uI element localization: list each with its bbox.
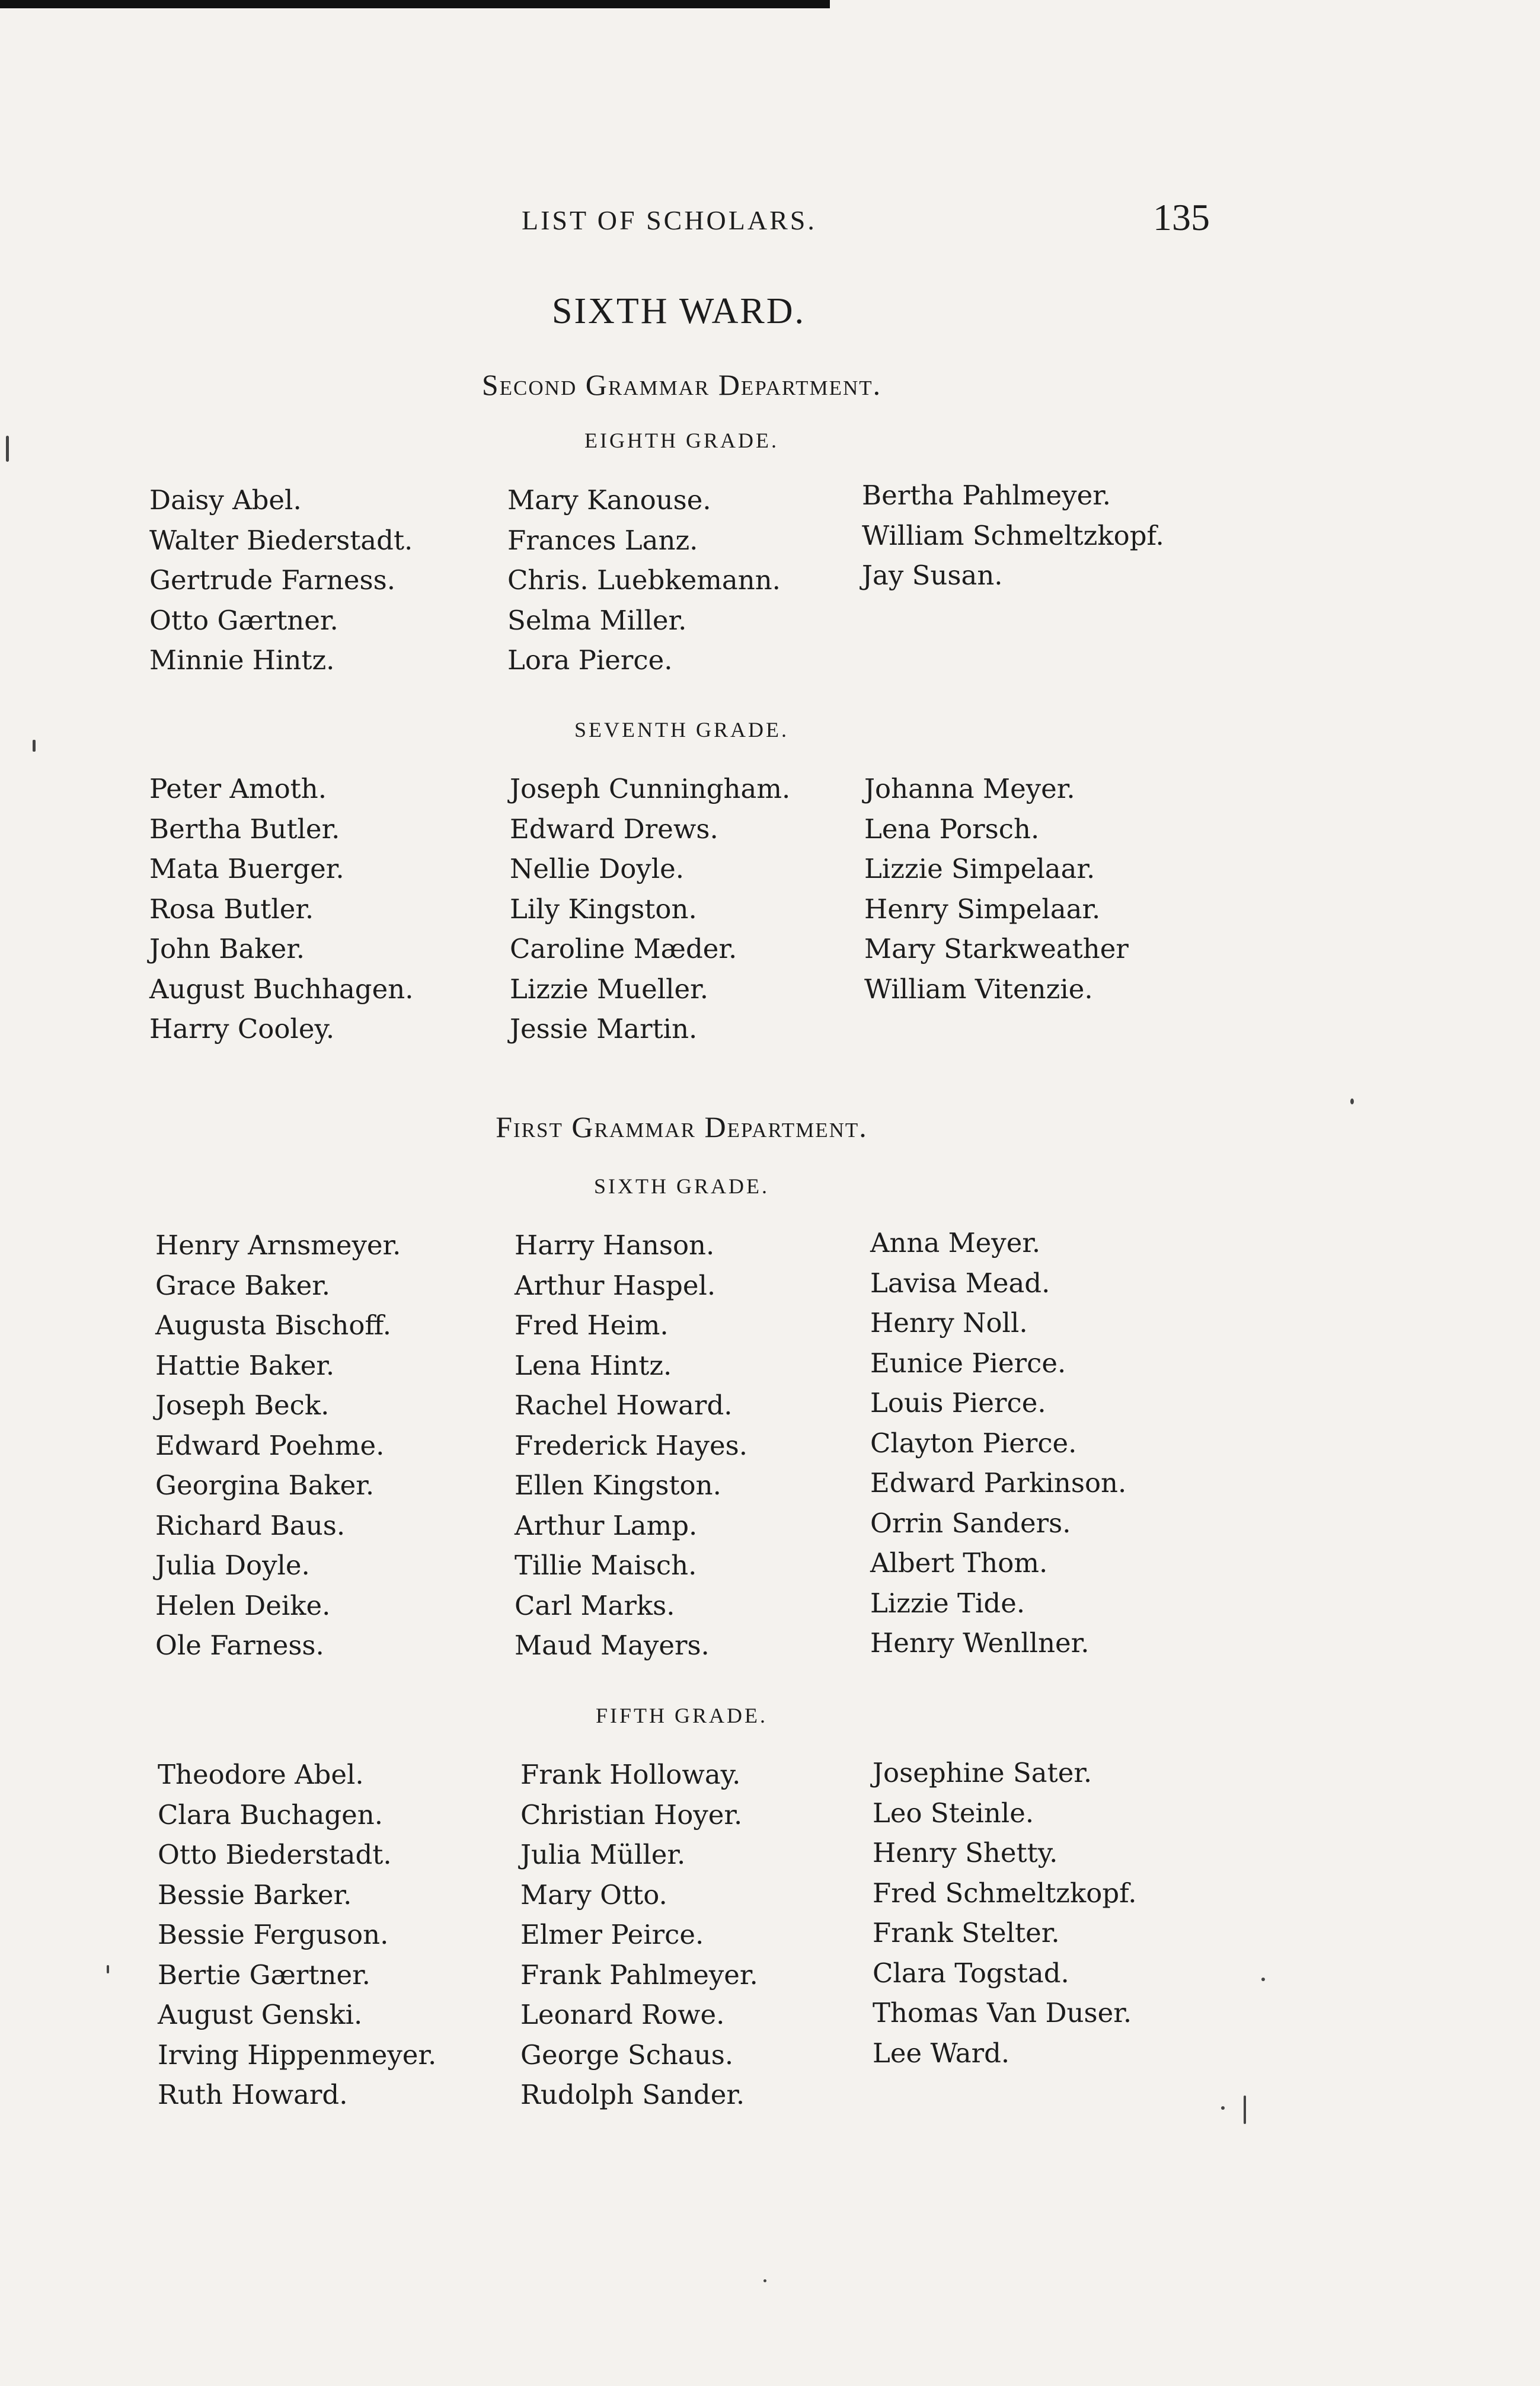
scholar-name: Henry Wenllner. (870, 1627, 1089, 1659)
name-column (515, 1225, 747, 1666)
name-column (873, 1753, 1137, 2073)
grade-title: EIGHTH GRADE. (584, 429, 779, 452)
scholar-name: Frances Lanz. (507, 524, 698, 556)
scholar-name: Theodore Abel. (158, 1759, 364, 1790)
scholar-name: Frank Holloway. (520, 1759, 741, 1790)
scholar-name: Lizzie Tide. (870, 1587, 1025, 1619)
scholar-name: Ellen Kingston. (515, 1470, 721, 1501)
top-border-rule (0, 0, 830, 8)
scholar-name: Mary Starkweather (864, 933, 1129, 964)
scholar-name: Rosa Butler. (149, 893, 314, 925)
scholar-name: Grace Baker. (155, 1269, 331, 1301)
scholar-name: Elmer Peirce. (520, 1919, 704, 1950)
scholar-name: Mary Kanouse. (507, 484, 711, 516)
name-column (158, 1755, 436, 2115)
page-number: 135 (1153, 196, 1210, 238)
scholar-name: William Schmeltzkopf. (862, 519, 1164, 551)
scholar-name: Selma Miller. (507, 604, 687, 636)
name-column (870, 1223, 1126, 1663)
scholar-name: Lena Hintz. (515, 1349, 672, 1381)
scholar-name: Lizzie Simpelaar. (864, 853, 1095, 884)
scholar-name: Anna Meyer. (870, 1227, 1041, 1259)
scholar-name: Lena Porsch. (864, 813, 1040, 845)
scan-mark (6, 436, 9, 462)
scholar-name: Julia Doyle. (155, 1550, 310, 1581)
scholar-name: Ole Farness. (155, 1630, 324, 1661)
scholar-name: Walter Biederstadt. (149, 524, 413, 556)
scholar-name: Joseph Beck. (155, 1390, 330, 1421)
scholar-name: Caroline Mæder. (510, 933, 737, 964)
scan-mark (1350, 1098, 1354, 1104)
scholar-name: Frederick Hayes. (515, 1429, 748, 1461)
scholar-name: Augusta Bischoff. (155, 1309, 392, 1341)
scan-mark (33, 740, 36, 752)
scholar-name: Louis Pierce. (870, 1387, 1046, 1419)
scholar-name: Bertha Butler. (149, 813, 340, 845)
department-title: Second Grammar Department. (481, 368, 882, 401)
scholar-name: Nellie Doyle. (510, 853, 685, 884)
name-column (864, 769, 1129, 1009)
department-title: First Grammar Department. (496, 1110, 868, 1144)
scholar-name: Minnie Hintz. (149, 644, 335, 676)
grade-title: SIXTH GRADE. (594, 1174, 769, 1198)
name-column (862, 475, 1164, 596)
scholar-name: Lizzie Mueller. (510, 973, 708, 1005)
scholar-name: Jessie Martin. (510, 1013, 698, 1045)
scholar-name: Christian Hoyer. (520, 1799, 743, 1831)
scholar-name: Mary Otto. (520, 1879, 667, 1911)
scholar-name: Frank Pahlmeyer. (520, 1959, 758, 1991)
scan-mark (763, 2279, 766, 2282)
scholar-name: Clara Buchagen. (158, 1799, 384, 1831)
scholar-name: Henry Simpelaar. (864, 893, 1101, 925)
scholar-name: Mata Buerger. (149, 853, 344, 884)
scholar-name: Josephine Sater. (873, 1757, 1092, 1788)
scholar-name: William Vitenzie. (864, 973, 1093, 1005)
running-head: LIST OF SCHOLARS. (522, 205, 817, 235)
scholar-name: Lee Ward. (873, 2037, 1010, 2069)
scholar-name: Joseph Cunningham. (510, 773, 791, 804)
name-column (149, 769, 414, 1049)
scholar-name: Arthur Lamp. (515, 1509, 698, 1541)
ward-title: SIXTH WARD. (552, 291, 806, 331)
grade-title: SEVENTH GRADE. (574, 718, 789, 742)
scholar-name: Henry Arnsmeyer. (155, 1229, 401, 1261)
scholar-name: Clara Togstad. (873, 1957, 1069, 1989)
scholar-name: Thomas Van Duser. (873, 1997, 1132, 2029)
scholar-name: August Genski. (158, 1999, 363, 2030)
scholar-name: Gertrude Farness. (149, 564, 396, 596)
scholar-name: George Schaus. (520, 2039, 734, 2071)
scholar-name: Eunice Pierce. (870, 1347, 1066, 1379)
scholar-name: Fred Heim. (515, 1309, 669, 1341)
scholar-name: Henry Noll. (870, 1307, 1028, 1339)
scholar-name: Otto Gærtner. (149, 604, 338, 636)
scholar-name: Bertha Pahlmeyer. (862, 480, 1111, 511)
scholar-name: Richard Baus. (155, 1509, 346, 1541)
scholar-name: Lavisa Mead. (870, 1267, 1050, 1299)
scholar-name: Maud Mayers. (515, 1630, 710, 1661)
scholar-name: Jay Susan. (862, 560, 1003, 591)
scholar-name: Edward Parkinson. (870, 1467, 1127, 1499)
scholar-name: Rudolph Sander. (520, 2079, 745, 2110)
grade-title: FIFTH GRADE. (595, 1704, 768, 1727)
name-column (149, 480, 413, 681)
scholar-name: Carl Marks. (515, 1589, 675, 1621)
scholar-name: John Baker. (149, 933, 305, 964)
scholar-name: Otto Biederstadt. (158, 1839, 392, 1870)
scholar-name: Johanna Meyer. (864, 773, 1075, 804)
scholar-name: Peter Amoth. (149, 773, 327, 804)
scholar-name: Bessie Barker. (158, 1879, 352, 1911)
scholar-name: Georgina Baker. (155, 1470, 375, 1501)
name-column (510, 769, 790, 1049)
scholar-name: Harry Cooley. (149, 1013, 335, 1045)
scholar-name: Rachel Howard. (515, 1390, 733, 1421)
scan-mark (1261, 1978, 1265, 1981)
scholar-name: Lily Kingston. (510, 893, 697, 925)
scholar-name: Edward Poehme. (155, 1429, 385, 1461)
scholar-name: Edward Drews. (510, 813, 718, 845)
scholar-name: Frank Stelter. (873, 1917, 1060, 1949)
scholar-name: Hattie Baker. (155, 1349, 335, 1381)
scholar-name: Bessie Ferguson. (158, 1919, 389, 1950)
scholar-name: Daisy Abel. (149, 484, 302, 516)
scholar-name: Henry Shetty. (873, 1837, 1058, 1868)
name-column (507, 480, 781, 681)
scan-mark (107, 1965, 109, 1973)
scholar-name: Irving Hippenmeyer. (158, 2039, 437, 2071)
scholar-name: Clayton Pierce. (870, 1427, 1077, 1459)
scholar-name: Harry Hanson. (515, 1229, 715, 1261)
scholar-name: Ruth Howard. (158, 2079, 348, 2110)
scan-mark (1221, 2106, 1225, 2110)
scholar-name: Tillie Maisch. (515, 1550, 697, 1581)
scholar-name: August Buchhagen. (149, 973, 414, 1005)
scan-mark (1244, 2096, 1246, 2124)
scholar-name: Bertie Gærtner. (158, 1959, 370, 1991)
scholar-name: Lora Pierce. (507, 644, 673, 676)
scholar-name: Helen Deike. (155, 1589, 331, 1621)
scholar-name: Julia Müller. (520, 1839, 686, 1870)
scholar-name: Arthur Haspel. (515, 1269, 716, 1301)
scholar-name: Leo Steinle. (873, 1797, 1034, 1829)
scholar-name: Fred Schmeltzkopf. (873, 1877, 1137, 1909)
scholar-name: Chris. Luebkemann. (507, 564, 781, 596)
scholar-name: Leonard Rowe. (520, 1999, 725, 2030)
scholar-name: Albert Thom. (870, 1547, 1048, 1579)
name-column (520, 1755, 758, 2115)
scholar-name: Orrin Sanders. (870, 1507, 1071, 1539)
name-column (155, 1225, 401, 1666)
